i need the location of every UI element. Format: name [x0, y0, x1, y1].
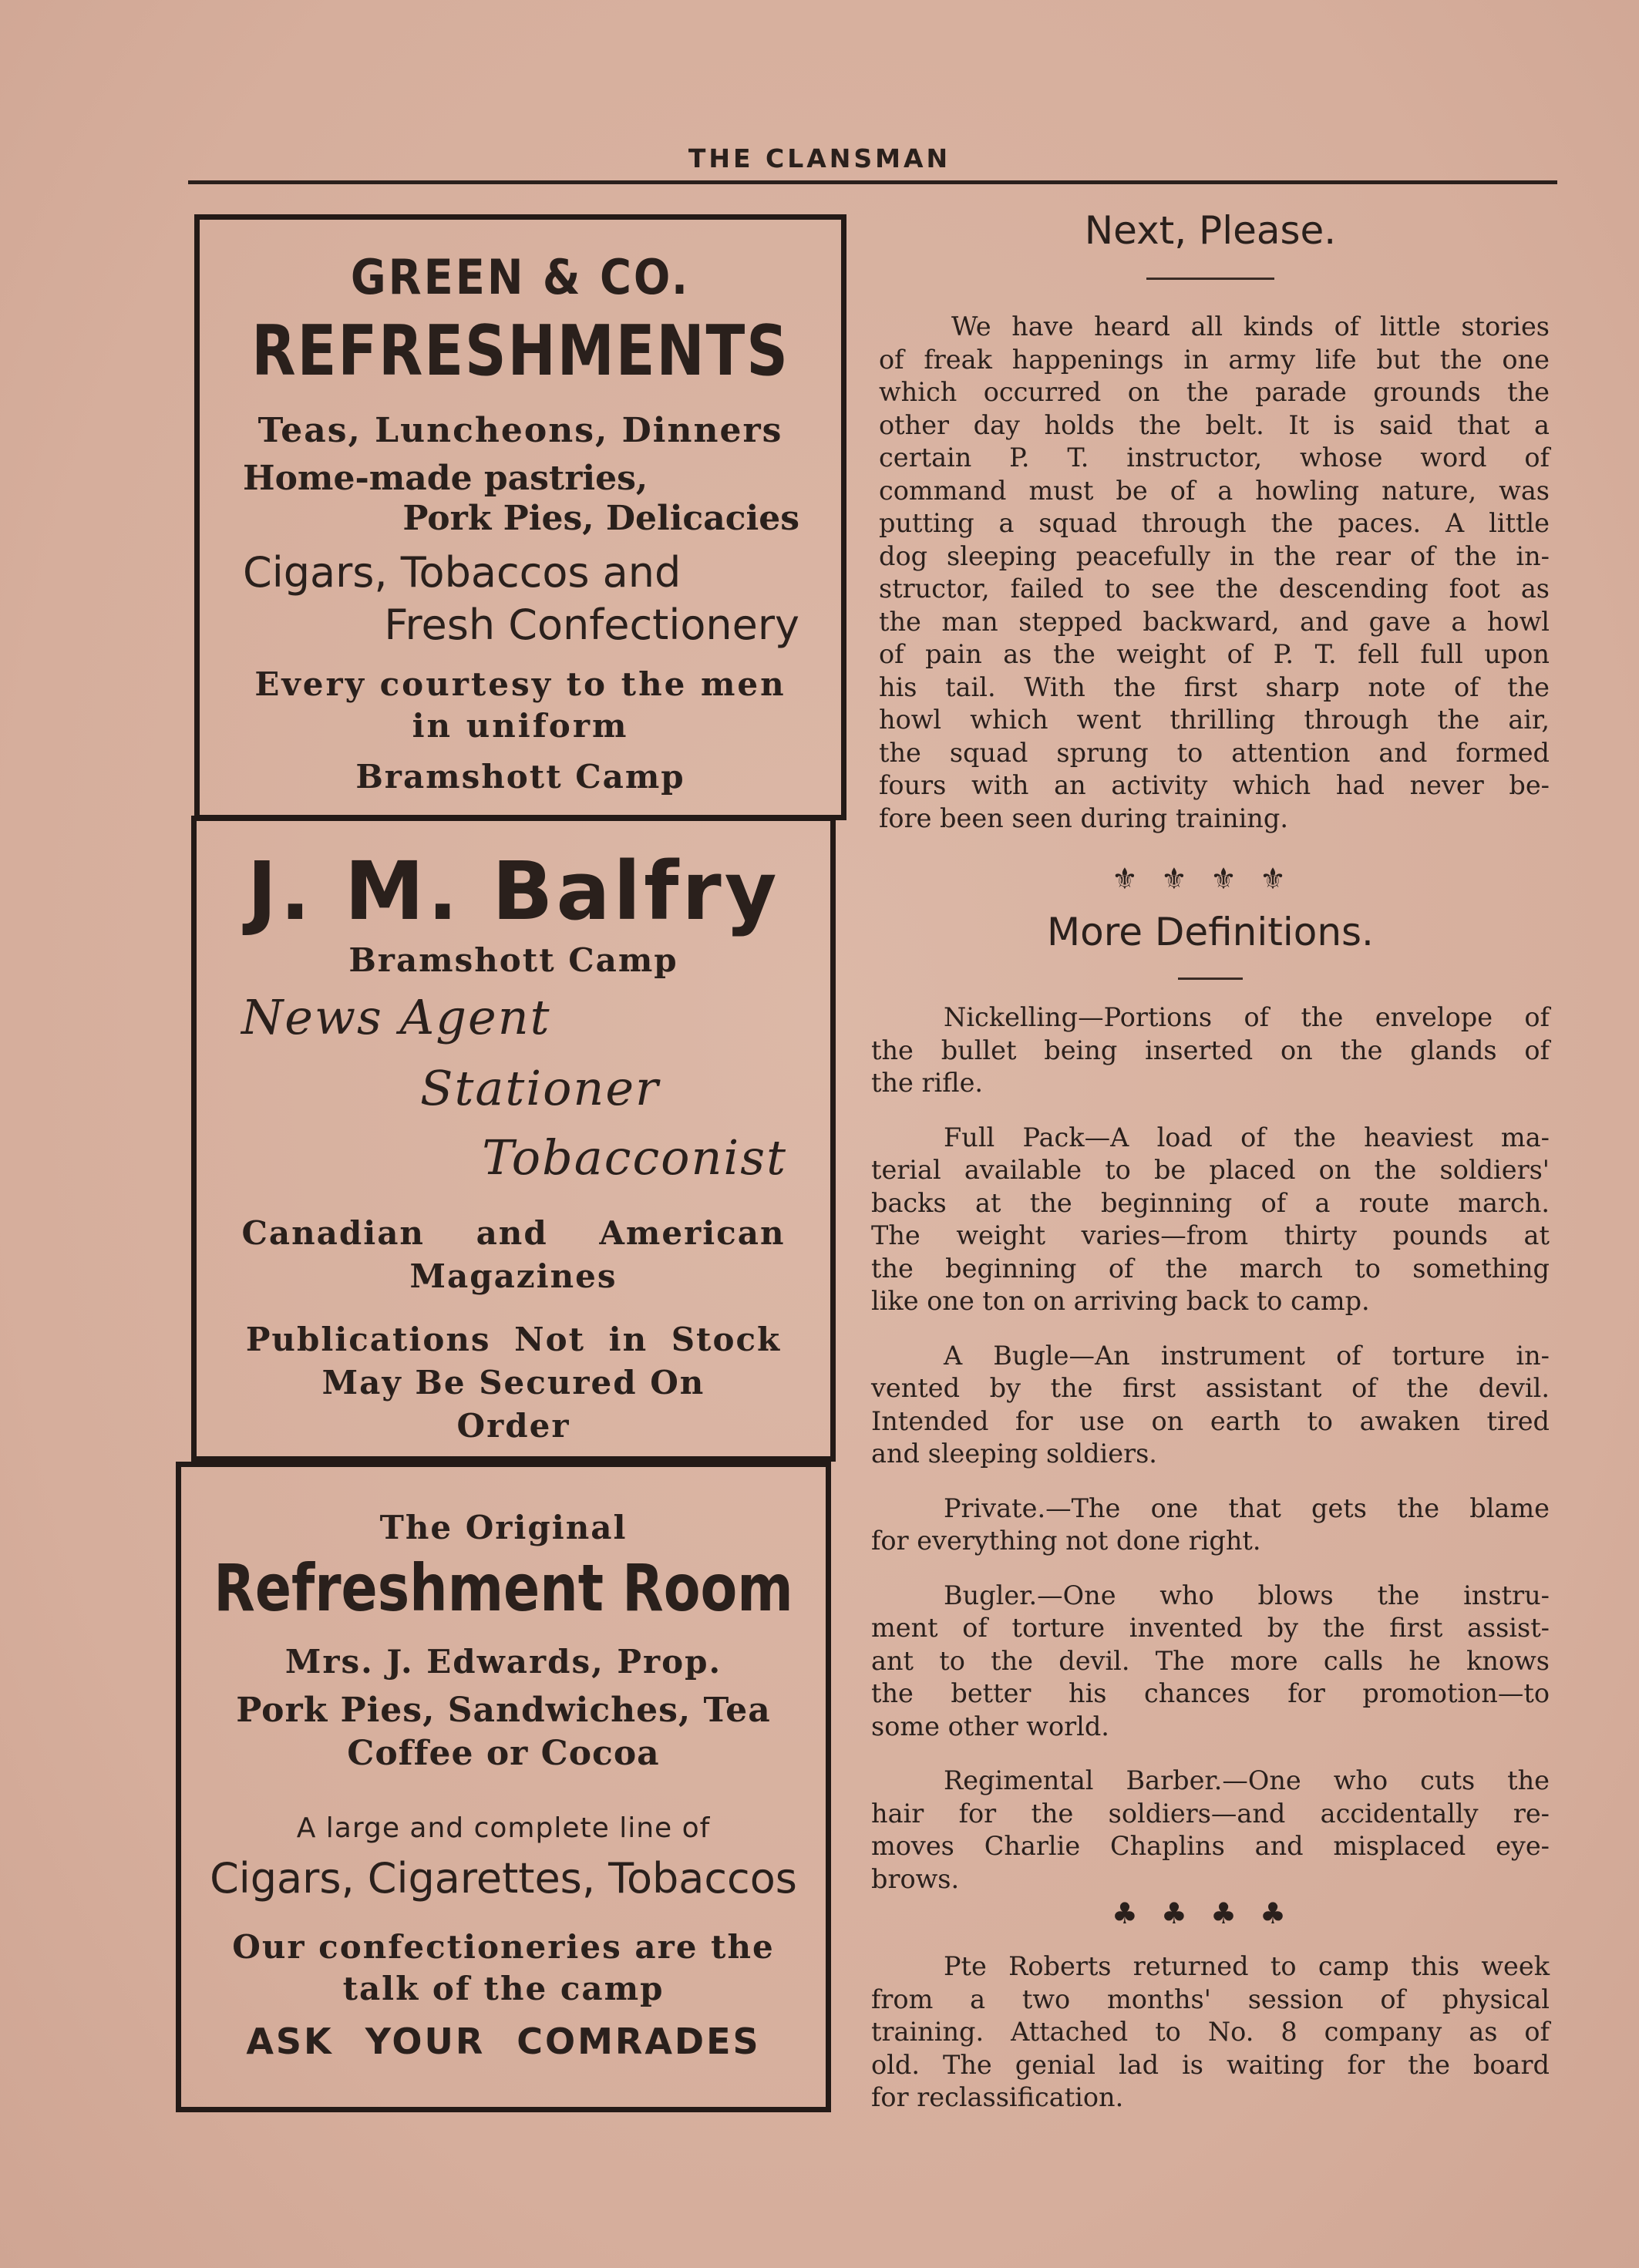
- definition-entry: [871, 1580, 1550, 1744]
- text-line: the man stepped backward, and gave a howl: [879, 606, 1550, 637]
- text-line: old. The genial lad is waiting for the board: [871, 2049, 1550, 2080]
- text-line: the rifle.: [871, 1068, 984, 1098]
- text-line: the squad sprung to attention and formed: [879, 737, 1550, 768]
- text-line: terial available to be placed on the soldiers': [871, 1155, 1550, 1185]
- ad-text: Cigars, Cigarettes, Tobaccos: [210, 1854, 797, 1903]
- text-line: Intended for use on earth to awaken tired: [871, 1405, 1550, 1436]
- article-next-please: [871, 208, 1550, 835]
- ad-text: May Be Secured On: [321, 1364, 705, 1402]
- ad-text: Teas, Luncheons, Dinners: [257, 411, 783, 450]
- ad-role: Tobacconist: [482, 1129, 787, 1186]
- text-line: Nickelling—Portions of the envelope of: [944, 1002, 1550, 1032]
- ad-text: A large and complete line of: [296, 1812, 711, 1844]
- text-line: hair for the soldiers—and accidentally re-: [871, 1798, 1550, 1829]
- article-more-definitions: [871, 910, 1550, 1917]
- text-line: and sleeping soldiers.: [871, 1439, 1157, 1469]
- text-line: Pte Roberts returned to camp this week: [944, 1951, 1550, 1981]
- ad-text: Home-made pastries,: [243, 459, 648, 498]
- heading-rule: [1146, 278, 1274, 280]
- ad-text: Magazines: [409, 1257, 618, 1295]
- ad-text: Cigars, Tobaccos and: [243, 548, 682, 597]
- article-roberts: [871, 1950, 1550, 2115]
- article-body: [871, 1950, 1550, 2115]
- ad-text: Order: [456, 1407, 570, 1445]
- text-line: for reclassification.: [871, 2082, 1124, 2112]
- text-line: vented by the first assistant of the devil.: [871, 1373, 1550, 1403]
- text-line: dog sleeping peacefully in the rear of the in-: [879, 540, 1550, 571]
- text-line: We have heard all kinds of little stories: [951, 311, 1550, 342]
- text-line: of pain as the weight of P. T. fell full upon: [879, 639, 1550, 669]
- ad-text: Our confectioneries are the: [232, 1928, 775, 1966]
- text-line: ant to the devil. The more calls he knows: [871, 1645, 1550, 1676]
- definition-entry: [871, 1122, 1550, 1318]
- text-line: the better his chances for promotion—to: [871, 1678, 1550, 1708]
- ad-text: Fresh Confectionery: [384, 601, 799, 649]
- text-line: Full Pack—A load of the heaviest ma-: [944, 1122, 1550, 1153]
- definitions-list: [871, 1001, 1550, 1896]
- ad-proprietor: Mrs. J. Edwards, Prop.: [284, 1643, 722, 1681]
- text-line: from a two months' session of physical: [871, 1984, 1550, 2014]
- text-line: of freak happenings in army life but the one: [879, 344, 1550, 375]
- text-line: structor, failed to see the descending foot as: [879, 574, 1550, 604]
- ad-green-and-co: [194, 214, 846, 820]
- ad-title: REFRESHMENTS: [251, 311, 789, 392]
- text-line: fore been seen during training.: [879, 803, 1288, 833]
- ad-call-to-action: ASK YOUR COMRADES: [246, 2021, 761, 2062]
- text-line: the bullet being inserted on the glands of: [871, 1035, 1550, 1065]
- article-heading: More Definitions.: [1047, 910, 1374, 954]
- definition-entry: [871, 1765, 1550, 1896]
- ad-text: Publications Not in Stock: [245, 1321, 782, 1358]
- text-line: howl which went thrilling through the air,: [879, 705, 1550, 735]
- text-line: like one ton on arriving back to camp.: [871, 1286, 1370, 1316]
- definition-entry: [871, 1001, 1550, 1100]
- text-line: command must be of a howling nature, was: [879, 475, 1550, 506]
- text-line: other day holds the belt. It is said that a: [879, 409, 1550, 440]
- text-line: his tail. With the first sharp note of the: [879, 671, 1550, 702]
- header-rule: [188, 180, 1557, 184]
- text-line: brows.: [871, 1863, 960, 1894]
- text-line: for everything not done right.: [871, 1526, 1261, 1556]
- text-line: A Bugle—An instrument of torture in-: [944, 1340, 1550, 1371]
- text-line: putting a squad through the paces. A little: [879, 508, 1550, 538]
- text-line: fours with an activity which had never be-: [879, 770, 1550, 800]
- heading-rule: [1178, 978, 1243, 980]
- ad-role: News Agent: [241, 989, 551, 1045]
- text-line: certain P. T. instructor, whose word of: [879, 442, 1550, 473]
- ad-location: Bramshott Camp: [355, 758, 685, 796]
- running-head: THE CLANSMAN: [688, 143, 951, 173]
- text-line: moves Charlie Chaplins and misplaced eye-: [871, 1831, 1550, 1861]
- ad-text: in uniform: [412, 707, 629, 745]
- text-line: training. Attached to No. 8 company as of: [871, 2017, 1550, 2047]
- ornament-divider: ⚜⚜⚜⚜: [1111, 862, 1310, 896]
- ad-text: Every courtesy to the men: [254, 665, 786, 703]
- article-body: [871, 311, 1550, 835]
- text-line: Regimental Barber.—One who cuts the: [944, 1765, 1550, 1795]
- ad-pre-title: The Original: [379, 1509, 628, 1546]
- text-line: The weight varies—from thirty pounds at: [871, 1220, 1550, 1250]
- definition-entry: [871, 1340, 1550, 1471]
- article-heading: Next, Please.: [1084, 208, 1337, 253]
- ad-title: Refreshment Room: [214, 1550, 793, 1626]
- ad-text: Pork Pies, Delicacies: [402, 499, 799, 538]
- ad-refreshment-room: [176, 1462, 831, 2112]
- text-line: Bugler.—One who blows the instru-: [944, 1580, 1550, 1610]
- definition-entry: [871, 1492, 1550, 1558]
- text-line: which occurred on the parade grounds the: [879, 377, 1550, 407]
- ad-text: talk of the camp: [342, 1970, 665, 2007]
- text-line: the beginning of the march to something: [871, 1253, 1550, 1284]
- ad-role: Stationer: [420, 1060, 660, 1116]
- text-line: Private.—The one that gets the blame: [944, 1492, 1550, 1523]
- text-line: backs at the beginning of a route march.: [871, 1187, 1550, 1218]
- ad-jm-balfry: [191, 816, 836, 1462]
- ad-business-name: GREEN & CO.: [350, 249, 691, 305]
- text-line: ment of torture invented by the first assist-: [871, 1613, 1550, 1643]
- ad-location: Bramshott Camp: [348, 941, 678, 979]
- ad-text: Pork Pies, Sandwiches, Tea: [236, 1691, 771, 1730]
- ad-text: Canadian and American: [241, 1214, 786, 1252]
- text-line: some other world.: [871, 1711, 1109, 1741]
- ad-text: Coffee or Cocoa: [347, 1734, 660, 1773]
- ad-business-name: J. M. Balfry: [247, 844, 780, 938]
- ornament-divider: ♣♣♣♣: [1111, 1896, 1310, 1930]
